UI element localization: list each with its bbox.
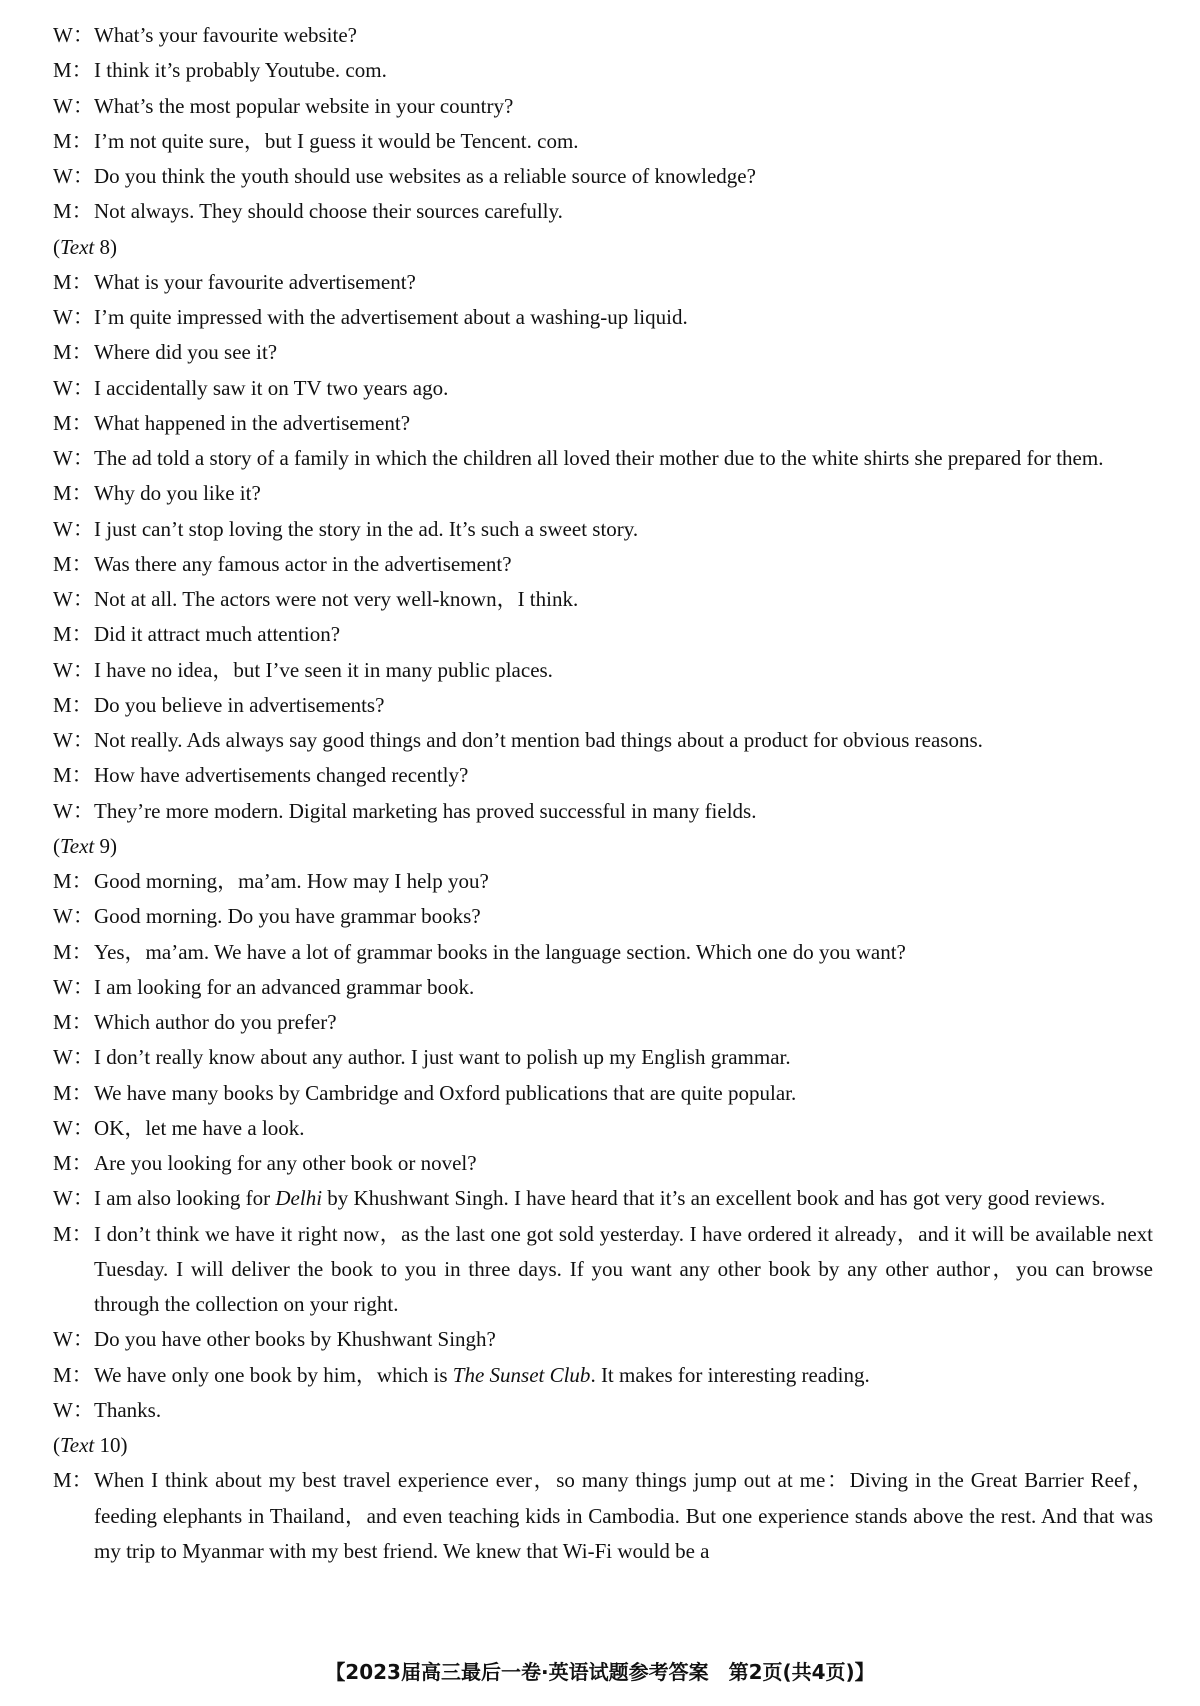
dialogue-line: [53, 582, 1153, 617]
speaker-label: W：: [53, 587, 94, 611]
text-run: Which author do you prefer?: [94, 1010, 337, 1034]
speaker-label: W：: [53, 516, 94, 541]
section-heading: (Text 9): [53, 833, 117, 858]
dialogue-text: [94, 159, 1153, 194]
book-title: The Sunset Club: [452, 1362, 591, 1387]
dialogue-line: [53, 688, 1153, 723]
dialogue-text: [94, 1217, 1153, 1323]
speaker-label: M：: [53, 622, 93, 647]
dialogue-text: [94, 1111, 1153, 1146]
dialogue-text: [94, 406, 1153, 441]
dialogue-text: [94, 1076, 1153, 1111]
dialogue-line: [53, 406, 1153, 441]
text-run: Do you think the youth should use websites as a reliable source of knowledge?: [94, 164, 756, 188]
dialogue-text: [94, 723, 1153, 758]
dialogue-text: [94, 89, 1153, 124]
dialogue-line: [53, 1393, 1153, 1428]
dialogue-text: [94, 617, 1153, 652]
dialogue-line: [53, 1076, 1153, 1111]
text-run: OK，let me have a look.: [94, 1115, 305, 1140]
dialogue-text: [94, 512, 1153, 547]
dialogue-text: [94, 970, 1153, 1005]
dialogue-line: [53, 1181, 1153, 1216]
text-run: We have many books by Cambridge and Oxford publications that are quite popular.: [94, 1080, 797, 1105]
speaker-label: M：: [53, 869, 93, 893]
speaker-label: W：: [53, 657, 94, 682]
dialogue-text: [94, 1146, 1153, 1181]
dialogue-text: [94, 1181, 1153, 1216]
text-run: Where did you see it?: [94, 340, 278, 365]
dialogue-line: [53, 441, 1153, 476]
text-run: I am also looking for: [94, 1186, 276, 1211]
dialogue-text: [94, 53, 1153, 88]
speaker-label: M：: [53, 340, 93, 365]
speaker-label: W：: [53, 93, 94, 118]
text-run: We have only one book by him，which is: [94, 1362, 453, 1387]
text-run: I am looking for an advanced grammar book.: [94, 974, 475, 999]
dialogue-line: [53, 1040, 1153, 1075]
dialogue-line: [53, 159, 1153, 194]
text-run: Good morning，ma’am. How may I help you?: [94, 869, 489, 893]
text-run: Not really. Ads always say good things and don’t mention bad things about a product for obvious reasons.: [94, 728, 983, 752]
dialogue-line: [53, 899, 1153, 934]
dialogue-text: [94, 899, 1153, 934]
dialogue-text: [94, 441, 1153, 476]
dialogue-line: [53, 1111, 1153, 1146]
text-run: Thanks.: [94, 1397, 162, 1422]
dialogue-text: [94, 194, 1153, 229]
text-run: What’s the most popular website in your country?: [94, 93, 514, 118]
speaker-label: W：: [53, 305, 94, 329]
text-run: I think it’s probably Youtube. com.: [94, 58, 387, 83]
dialogue-line: [53, 1358, 1153, 1393]
text-run: I accidentally saw it on TV two years ago.: [94, 375, 449, 400]
dialogue-text: [94, 653, 1153, 688]
dialogue-text: [94, 864, 1153, 899]
speaker-label: W：: [53, 1397, 94, 1422]
speaker-label: M：: [53, 481, 93, 506]
text-run: What is your favourite advertisement?: [94, 269, 416, 294]
dialogue-text: [94, 935, 1153, 970]
speaker-label: M：: [53, 1010, 93, 1034]
dialogue-text: [94, 476, 1153, 511]
dialogue-line: [53, 794, 1153, 829]
speaker-label: W：: [53, 904, 94, 929]
text-run: When I think about my best travel experience ever，so many things jump out at me：Diving in the Great Barrier Reef，feeding elephants in Thailand，and even teaching kids in Cambodia. But one experience stands above the rest. And that was my trip to Myanmar with my best friend. We knew that Wi-Fi would be a: [94, 1468, 1153, 1563]
text-run: I’m quite impressed with the advertisement about a washing-up liquid.: [94, 305, 688, 329]
speaker-label: W：: [53, 375, 94, 400]
dialogue-line: [53, 1005, 1153, 1040]
dialogue-line: [53, 476, 1153, 511]
text-run: I don’t really know about any author. I just want to polish up my English grammar.: [94, 1045, 791, 1070]
dialogue-text: [94, 582, 1153, 617]
text-run: I just can’t stop loving the story in the ad. It’s such a sweet story.: [94, 516, 639, 541]
dialogue-line: [53, 547, 1153, 582]
dialogue-line: [53, 864, 1153, 899]
text-run: I’m not quite sure，but I guess it would be Tencent. com.: [94, 128, 579, 153]
dialogue-text: [94, 547, 1153, 582]
dialogue-line: [53, 371, 1153, 406]
speaker-label: M：: [53, 1151, 93, 1175]
speaker-label: W：: [53, 974, 94, 999]
dialogue-line: [53, 124, 1153, 159]
text-run: Do you have other books by Khushwant Singh?: [94, 1327, 496, 1352]
transcript-body: [53, 18, 1153, 1569]
dialogue-text: [94, 300, 1153, 335]
dialogue-text: [94, 688, 1153, 723]
text-run: The ad told a story of a family in which the children all loved their mother due to the white shirts she prepared for them.: [94, 446, 1104, 470]
speaker-label: M：: [53, 199, 93, 224]
dialogue-line: [53, 512, 1153, 547]
text-run: I don’t think we have it right now，as the last one got sold yesterday. I have ordered it already，and it will be available next Tuesday. I will deliver the book to you in three days. If you want any other book by any other author，you can browse through the collection on your right.: [94, 1221, 1153, 1316]
section-heading: (Text 8): [53, 234, 117, 259]
text-run: Good morning. Do you have grammar books?: [94, 904, 481, 929]
section-heading: (Text 10): [53, 1433, 128, 1457]
text-run: How have advertisements changed recently?: [94, 763, 469, 788]
speaker-label: M：: [53, 269, 93, 294]
speaker-label: W：: [53, 164, 94, 188]
text-run: Yes，ma’am. We have a lot of grammar books in the language section. Which one do you want?: [94, 939, 906, 964]
dialogue-line: [53, 723, 1153, 758]
speaker-label: M：: [53, 1468, 93, 1493]
speaker-label: W：: [53, 1327, 94, 1352]
page-footer: 【2023届高三最后一卷·英语试题参考答案 第2页(共4页)】: [325, 1660, 875, 1684]
text-run: They’re more modern. Digital marketing has proved successful in many fields.: [94, 798, 757, 823]
dialogue-line: [53, 89, 1153, 124]
speaker-label: M：: [53, 692, 93, 717]
text-run: What’s your favourite website?: [94, 23, 357, 47]
dialogue-line: [53, 970, 1153, 1005]
dialogue-line: [53, 758, 1153, 793]
speaker-label: W：: [53, 1115, 94, 1140]
speaker-label: W：: [53, 728, 94, 752]
dialogue-line: [53, 653, 1153, 688]
dialogue-text: [94, 335, 1153, 370]
speaker-label: W：: [53, 23, 94, 47]
text-run: by Khushwant Singh. I have heard that it’s an excellent book and has got very good reviews.: [322, 1186, 1106, 1211]
dialogue-text: [94, 794, 1153, 829]
dialogue-text: [94, 1393, 1153, 1428]
section-label: Text: [60, 234, 95, 259]
section-number: 9: [99, 833, 110, 858]
dialogue-text: [94, 1463, 1153, 1569]
text-run: Did it attract much attention?: [94, 622, 341, 647]
dialogue-text: [94, 124, 1153, 159]
text-run: Are you looking for any other book or novel?: [94, 1151, 477, 1175]
dialogue-text: [94, 371, 1153, 406]
speaker-label: M：: [53, 128, 93, 153]
dialogue-line: [53, 1217, 1153, 1323]
section-number: 8: [99, 234, 110, 259]
text-run: Why do you like it?: [94, 481, 261, 506]
dialogue-text: [94, 18, 1153, 53]
text-run: Not always. They should choose their sources carefully.: [94, 199, 563, 224]
text-run: Not at all. The actors were not very well-known，I think.: [94, 587, 579, 611]
dialogue-line: [53, 18, 1153, 53]
speaker-label: M：: [53, 1362, 93, 1387]
dialogue-text: [94, 1322, 1153, 1357]
dialogue-line: [53, 265, 1153, 300]
dialogue-line: [53, 1463, 1153, 1569]
dialogue-line: [53, 300, 1153, 335]
dialogue-text: [94, 1040, 1153, 1075]
text-run: . It makes for interesting reading.: [590, 1362, 870, 1387]
speaker-label: W：: [53, 798, 94, 823]
speaker-label: W：: [53, 446, 94, 470]
dialogue-text: [94, 758, 1153, 793]
dialogue-line: [53, 1322, 1153, 1357]
speaker-label: M：: [53, 763, 93, 788]
dialogue-line: [53, 335, 1153, 370]
speaker-label: W：: [53, 1045, 94, 1070]
speaker-label: M：: [53, 939, 93, 964]
dialogue-line: [53, 1146, 1153, 1181]
speaker-label: M：: [53, 551, 93, 576]
text-run: What happened in the advertisement?: [94, 410, 411, 435]
dialogue-line: [53, 617, 1153, 652]
speaker-label: W：: [53, 1186, 94, 1211]
speaker-label: M：: [53, 1221, 93, 1246]
section-number: 10: [99, 1433, 121, 1457]
dialogue-line: [53, 935, 1153, 970]
dialogue-text: [94, 1358, 1153, 1393]
text-run: Do you believe in advertisements?: [94, 692, 385, 717]
dialogue-text: [94, 265, 1153, 300]
speaker-label: M：: [53, 58, 93, 83]
book-title: Delhi: [275, 1186, 323, 1211]
speaker-label: M：: [53, 410, 93, 435]
dialogue-line: [53, 194, 1153, 229]
section-label: Text: [60, 1433, 95, 1457]
text-run: Was there any famous actor in the advertisement?: [94, 551, 512, 576]
text-run: I have no idea，but I’ve seen it in many public places.: [94, 657, 553, 682]
speaker-label: M：: [53, 1080, 93, 1105]
dialogue-text: [94, 1005, 1153, 1040]
dialogue-line: [53, 53, 1153, 88]
section-label: Text: [60, 833, 95, 858]
